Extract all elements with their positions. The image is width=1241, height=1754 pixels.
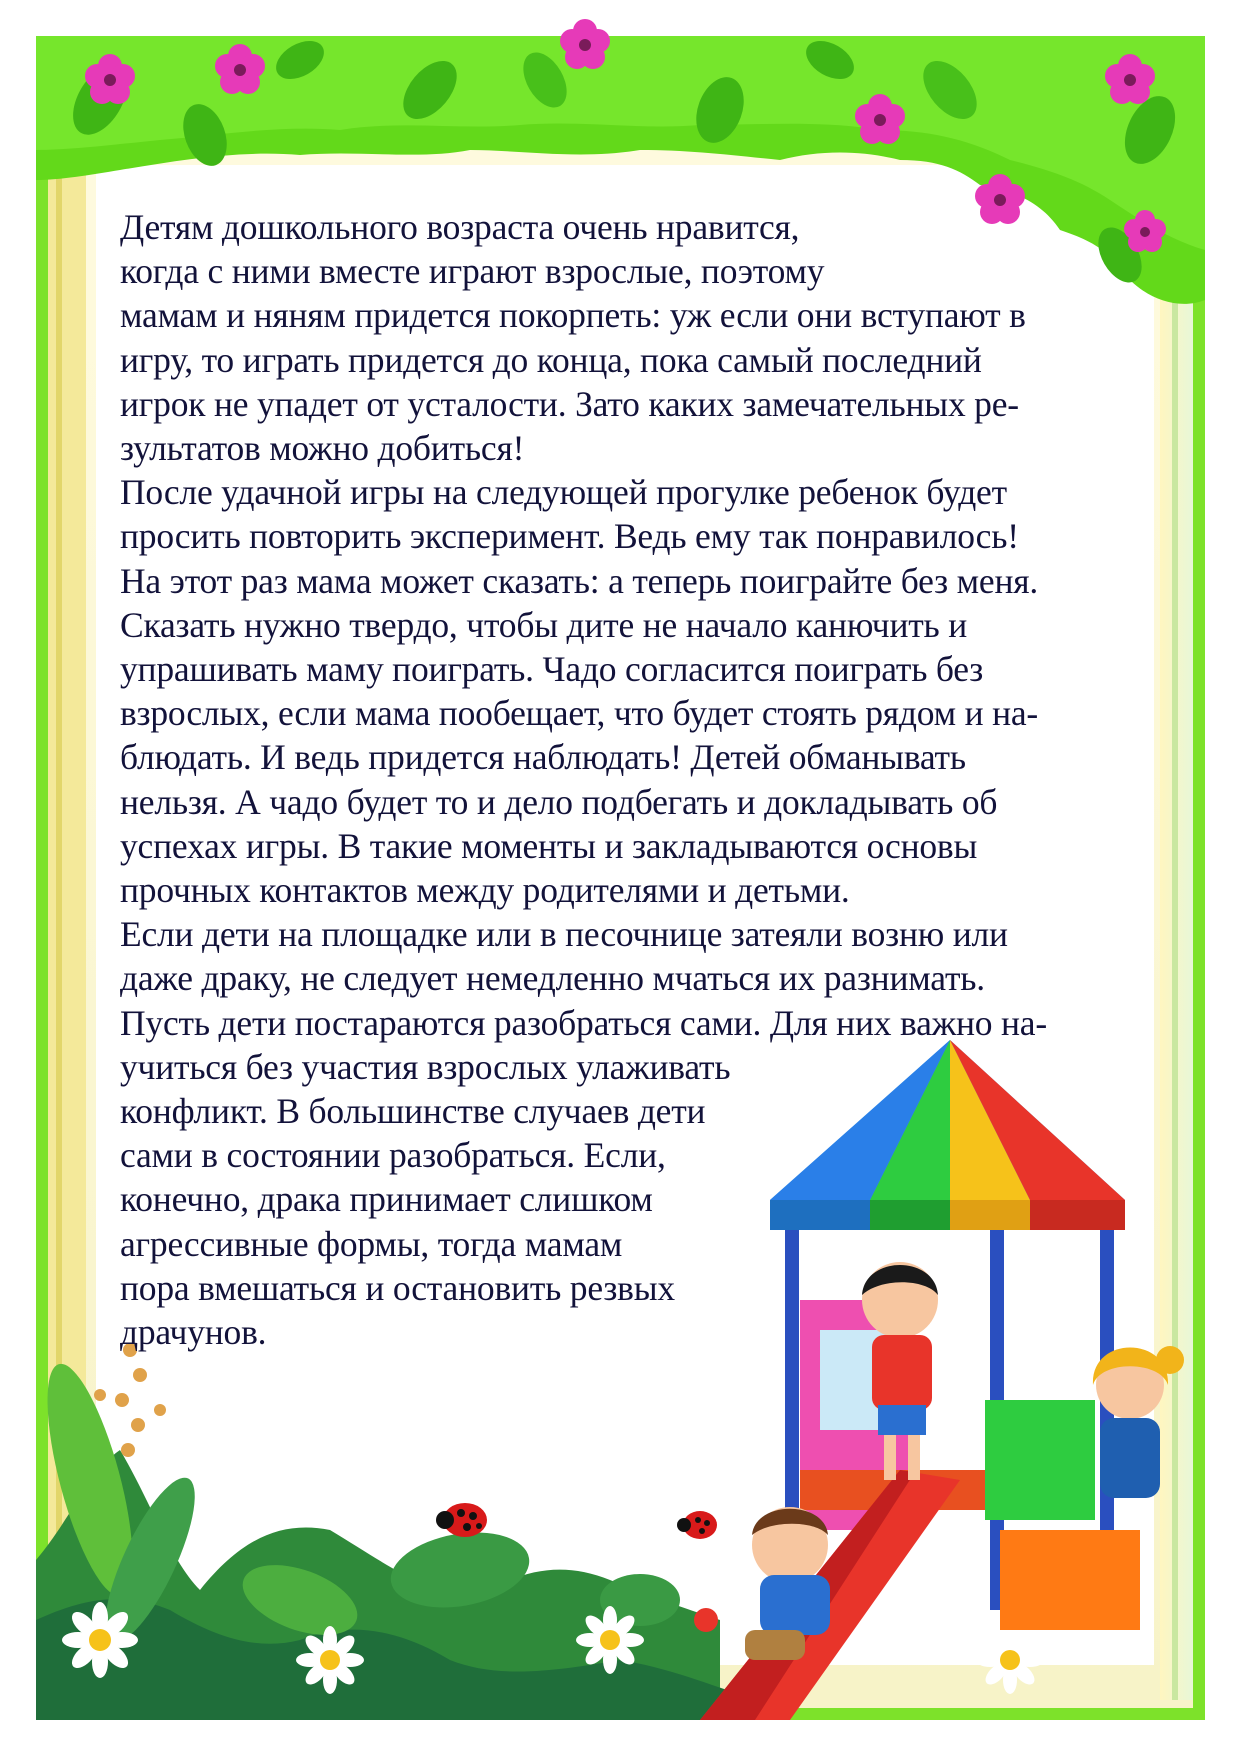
- text-line: учиться без участия взрослых улаживать: [120, 1046, 731, 1087]
- text-line: Если дети на площадке или в песочнице затеяли возню или: [120, 914, 1008, 955]
- text-line: конфликт. В большинстве случаев дети: [120, 1091, 706, 1132]
- text-line: нельзя. А чадо будет то и дело подбегать и докладывать об: [120, 781, 998, 822]
- text-line: После удачной игры на следующей прогулке ребенок будет: [120, 472, 1007, 513]
- text-line: мамам и няням придется покорпеть: уж если они вступают в: [120, 295, 1026, 336]
- text-line: когда с ними вместе играют взрослые, поэтому: [120, 251, 825, 292]
- text-line: сами в состоянии разобраться. Если,: [120, 1135, 666, 1176]
- text-line: Сказать нужно твердо, чтобы дите не начало канючить и: [120, 604, 968, 645]
- text-line: Пусть дети постараются разобраться сами. Для них важно на-: [120, 1002, 1047, 1043]
- text-line: упрашивать маму поиграть. Чадо согласится поиграть без: [120, 649, 984, 690]
- text-line: конечно, драка принимает слишком: [120, 1179, 653, 1220]
- text-line: Детям дошкольного возраста очень нравится,: [120, 207, 800, 247]
- text-line: просить повторить эксперимент. Ведь ему так понравилось!: [120, 516, 1019, 557]
- text-line: блюдать. И ведь придется наблюдать! Детей обманывать: [120, 737, 966, 778]
- text-line: зультатов можно добиться!: [120, 428, 525, 469]
- text-line: драчунов.: [120, 1312, 267, 1353]
- text-line: На этот раз мама может сказать: а теперь поиграйте без меня.: [120, 560, 1039, 601]
- text-line: пора вмешаться и остановить резвых: [120, 1267, 675, 1308]
- text-line: агрессивные формы, тогда мамам: [120, 1223, 623, 1264]
- text-line: игру, то играть придется до конца, пока самый последний: [120, 339, 982, 380]
- text-line: даже драку, не следует немедленно мчаться их разнимать.: [120, 958, 985, 999]
- text-line: взрослых, если мама пообещает, что будет стоять рядом и на-: [120, 693, 1039, 734]
- article-text: [120, 205, 1120, 1354]
- text-line: прочных контактов между родителями и детьми.: [120, 870, 850, 911]
- text-line: игрок не упадет от усталости. Зато каких замечательных ре-: [120, 383, 1019, 424]
- text-line: успехах игры. В такие моменты и закладываются основы: [120, 825, 978, 866]
